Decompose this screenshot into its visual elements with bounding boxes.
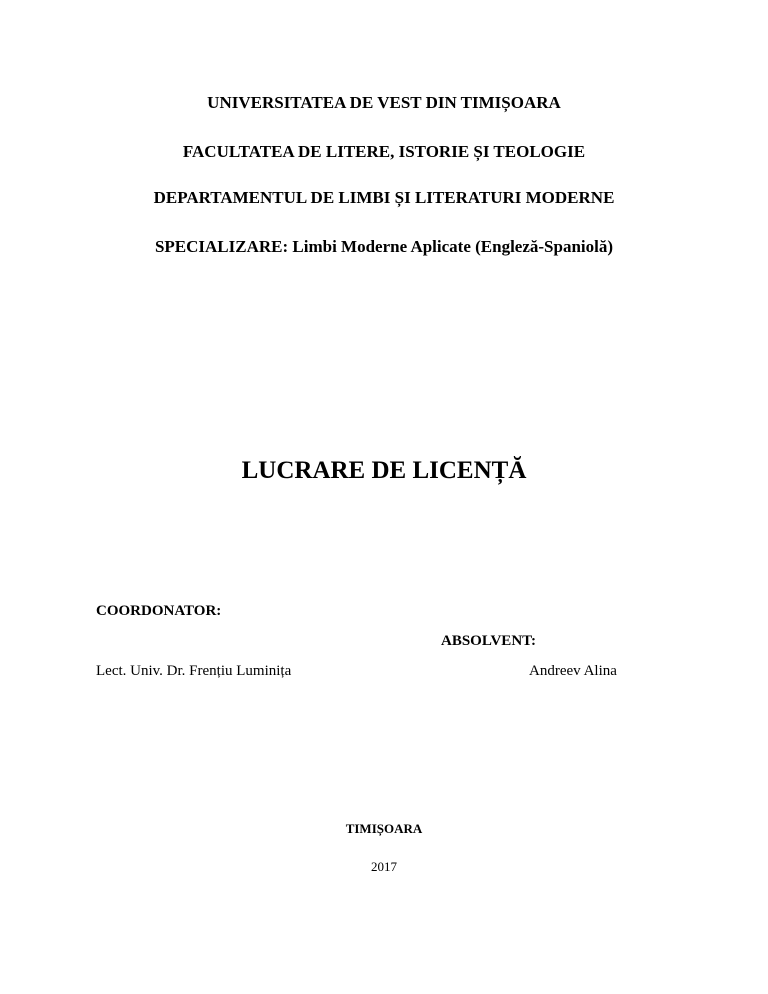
- city: TIMIȘOARA: [345, 821, 423, 836]
- thesis-title: LUCRARE DE LICENȚĂ: [241, 457, 527, 484]
- graduate-name: Andreev Alina: [529, 663, 617, 679]
- faculty-name: FACULTATEA DE LITERE, ISTORIE ȘI TEOLOGIE: [182, 142, 586, 161]
- year: 2017: [371, 859, 397, 874]
- graduate-label: ABSOLVENT:: [441, 633, 537, 649]
- department-name: DEPARTAMENTUL DE LIMBI ȘI LITERATURI MODERNE: [153, 188, 615, 207]
- coordinator-label: COORDONATOR:: [96, 603, 222, 619]
- university-name: UNIVERSITATEA DE VEST DIN TIMIȘOARA: [207, 93, 561, 112]
- coordinator-name: Lect. Univ. Dr. Frențiu Luminița: [96, 663, 292, 679]
- specialization: SPECIALIZARE: Limbi Moderne Aplicate (Engleză-Spaniolă): [154, 237, 614, 256]
